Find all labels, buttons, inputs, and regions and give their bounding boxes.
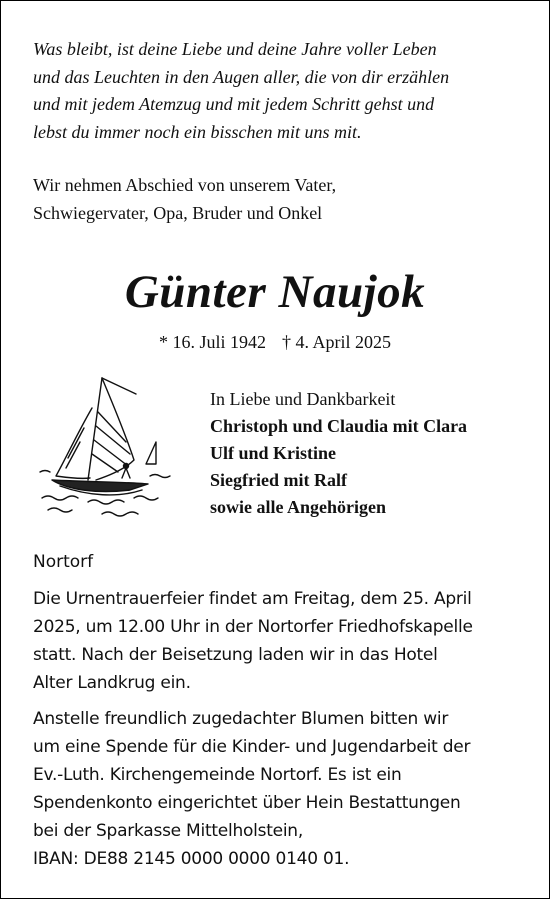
intro-line: Schwiegervater, Opa, Bruder und Onkel (33, 202, 323, 223)
iban-line: IBAN: DE88 2145 0000 0000 0140 01. (33, 849, 350, 869)
funeral-notice (33, 585, 523, 873)
poem-line: und mit jedem Atemzug und mit jedem Schritt gehst und (33, 94, 435, 114)
text-line: um eine Spende für die Kinder- und Jugendarbeit der (33, 737, 471, 757)
intro-line: Wir nehmen Abschied von unserem Vater, (33, 175, 337, 195)
poem-line: lebst du immer noch ein bisschen mit uns mit. (33, 121, 362, 142)
birth-date: * 16. Juli 1942 (158, 332, 266, 352)
service-paragraph (33, 585, 523, 697)
text-line: Die Urnentrauerfeier findet am Freitag, dem 25. April (33, 589, 472, 609)
death-date: † 4. April 2025 (282, 332, 392, 352)
poem-line: Was bleibt, ist deine Liebe und deine Jahre voller Leben (33, 39, 437, 59)
text-line: bei der Sparkasse Mittelholstein, (33, 821, 303, 841)
text-line: Spendenkonto eingerichtet über Hein Bestattungen (33, 793, 461, 813)
farewell-intro (33, 172, 336, 227)
poem-line: und das Leuchten in den Augen aller, die von dir erzählen (33, 66, 450, 87)
text-line: Alter Landkrug ein. (33, 673, 191, 693)
text-line: Ev.-Luth. Kirchengemeinde Nortorf. Es ist ein (33, 765, 402, 785)
mourners-intro: In Liebe und Dankbarkeit (210, 389, 396, 409)
text-line: 2025, um 12.00 Uhr in der Nortorfer Friedhofskapelle (33, 617, 473, 637)
sailboat-icon (38, 372, 174, 522)
mourner-name: Siegfried mit Ralf (210, 470, 347, 490)
mourners (210, 386, 467, 521)
donation-paragraph (33, 705, 523, 873)
deceased-name: Günter Naujok (124, 266, 426, 318)
text-line: statt. Nach der Beisetzung laden wir in das Hotel (33, 645, 438, 665)
text-line: Anstelle freundlich zugedachter Blumen bitten wir (33, 709, 449, 729)
life-dates (0, 329, 550, 355)
mourner-name: sowie alle Angehörigen (210, 497, 386, 517)
mourner-name: Ulf und Kristine (210, 443, 337, 463)
place: Nortorf (33, 552, 94, 572)
mourner-name: Christoph und Claudia mit Clara (210, 416, 468, 436)
poem (33, 36, 523, 146)
